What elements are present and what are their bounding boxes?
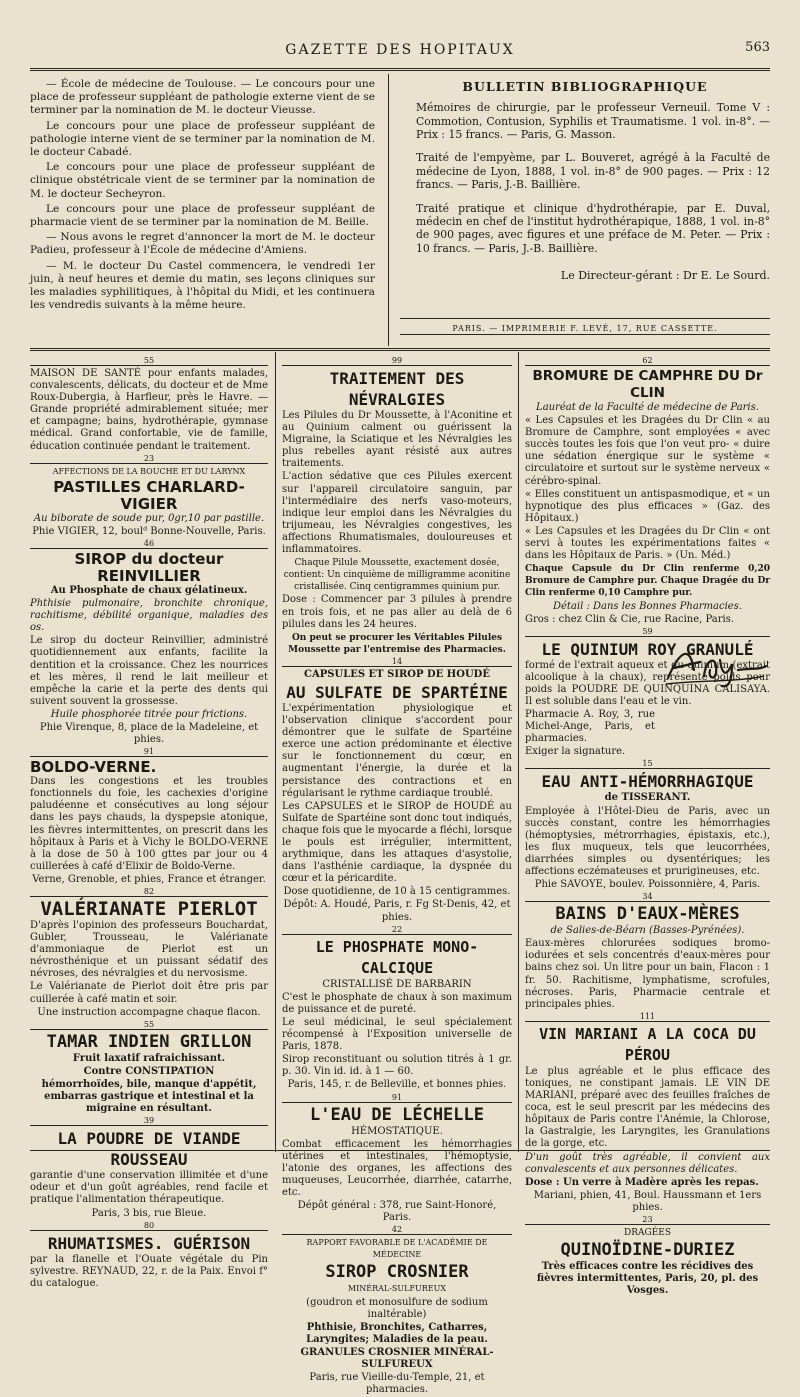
ad-text: Une instruction accompagne chaque flacon. (37, 1006, 261, 1018)
ad-number: 42 (282, 1225, 512, 1235)
ad-number: 39 (30, 1116, 268, 1126)
ad-text: Gros : chez Clin & Cie, rue Racine, Paris. (525, 613, 735, 625)
ad-text: Phie VIGIER, 12, boulᵈ Bonne-Nouvelle, Paris. (32, 525, 266, 537)
ad-title: SIROP du docteur REINVILLIER (74, 549, 224, 585)
bulletin-heading: BULLETIN BIBLIOGRAPHIQUE (462, 79, 708, 94)
ad-text: Chaque Pilule Moussette, exactement dosée, contient: Un cinquième de milligramme aconitine cristallisée. Cinq centigrammes quinium pur. (283, 558, 511, 593)
ad-text: « Les Capsules et les Dragées du Dr Clin « au Bromure de Camphre, sont employées « avec succès toutes les fois que l'on veut pro- « duire une sédation énergique sur le système « circulatoire et surtout sur le système nerveux « cérébro-spinal. (525, 415, 770, 487)
ad-text: « Les Capsules et les Dragées du Dr Clin « ont servi à toutes les expérimentations faites « dans les Hôpitaux de Paris. » (Un. Méd.) (525, 525, 770, 562)
imprint-line: PARIS. — IMPRIMERIE F. LEVÉ, 17, RUE CASSETTE. (452, 324, 718, 333)
ad-number: 62 (525, 356, 770, 366)
ad-text: Les Pilules du Dr Moussette, à l'Aconitine et au Quinium calment ou guérissent la Migraine, la Sciatique et les Névralgies les plus rebelles ayant résisté aux autres traitements. (282, 410, 512, 470)
ad-title: LE PHOSPHATE MONO-CALCIQUE (315, 937, 479, 977)
ad-number: 82 (30, 887, 268, 897)
ads-divider-2 (518, 352, 519, 1152)
ad-text: Détail : Dans les Bonnes Pharmacies. (552, 600, 743, 612)
ad-text: Contre CONSTIPATION (83, 1065, 215, 1077)
ad-title: LE QUINIUM ROY GRANULÉ (541, 639, 754, 659)
ad-text: Fruit laxatif rafraichissant. (72, 1052, 226, 1064)
ad-title: PASTILLES CHARLARD-VIGIER (53, 477, 245, 513)
ads-column-2 (282, 356, 512, 1397)
ad-text: Le Valérianate de Pierlot doit être pris par cuillerée à café matin et soir. (30, 981, 268, 1005)
column-divider (388, 74, 389, 346)
ad-text: Eaux-mères chlorurées sodiques bromo-iodurées et sels concentrés d'eaux-mères pour bains chez soi. Un litre pour un bain, Flacon : 1 fr. 50. Rachitisme, lymphatisme, scrofules, nécroses. Paris, Pharmacie centrale et principales phies. (525, 938, 770, 1010)
ad-kicker: AFFECTIONS DE LA BOUCHE ET DU LARYNX (52, 466, 246, 476)
ad-text: C'est le phosphate de chaux à son maximum de puissance et de pureté. (282, 991, 512, 1015)
ad-text: Dose quotidienne, de 10 à 15 centigrammes. (283, 886, 511, 898)
news-paragraph: — Nous avons le regret d'annoncer la mort de M. le docteur Padieu, professeur à l'École de médecine d'Amiens. (30, 231, 375, 257)
bulletin-item: Mémoires de chirurgie, par le professeur Verneuil. Tome V : Commotion, Contusion, Syphilis et Traumatisme. 1 vol. in-8°. — Prix : 15 francs. — Paris, G. Masson. (416, 101, 770, 142)
ad-text: Phie Virenque, 8, place de la Madeleine, et phies. (39, 721, 259, 746)
page-number: 563 (745, 40, 770, 55)
ad-number: 59 (525, 627, 770, 637)
ad-number: 91 (282, 1093, 512, 1103)
ad-text: Le sirop du docteur Reinvillier, administré quotidiennement aux enfants, facilite la dentition et la croissance. Chez les nourrices et les mères, il rend le lait meilleur et empêche la carie et la perte des dents qui suivent souvent la grossesse. (30, 635, 268, 707)
ad-text: Très efficaces contre les récidives des fièvres intermittentes, Paris, 20, pl. des Vosges. (536, 1261, 759, 1297)
ad-subtitle: MINÉRAL-SULFUREUX (347, 1284, 447, 1294)
ad-text: Paris, 145, r. de Belleville, et bonnes phies. (287, 1079, 507, 1091)
ad-number: 14 (282, 657, 512, 667)
ad-text: GRANULES CROSNIER MINÉRAL-SULFUREUX (300, 1346, 494, 1370)
ad-text: Employée à l'Hôtel-Dieu de Paris, avec un succès constant, contre les hémorrhagies (hémoptysies, métrorrhagies, épistaxis, etc.), les flux muqueux, tels que leucorrhées, diarrhées simples ou dysentériques; les affections eczémateuses et prurigineuses, etc. (525, 805, 770, 877)
ad-title: RHUMATISMES. GUÉRISON (47, 1233, 251, 1253)
ad-text: garantie d'une conservation illimitée et d'une odeur et d'un goût agréables, rend facile et pratique l'alimentation thérapeutique. (30, 1170, 268, 1206)
ad-number: 55 (30, 356, 268, 366)
ad-number: 111 (525, 1012, 770, 1022)
ad-text: Phthisie pulmonaire, bronchite chronique, rachitisme, débilité organique, maladies des os. (30, 598, 268, 634)
news-column (30, 78, 375, 314)
ad-number: 22 (282, 925, 512, 935)
ad-number: 23 (525, 1215, 770, 1225)
ad-text: Lauréat de la Faculté de médecine de Paris. (536, 402, 759, 413)
imprint-rule-top (400, 318, 770, 319)
ad-text: par la flanelle et l'Ouate végétale du Pin sylvestre. REYNAUD, 22, r. de la Paix. Envoi f° du catalogue. (30, 1253, 268, 1289)
page-header (30, 38, 770, 78)
ad-kicker: DRAGÉES (624, 1227, 671, 1238)
ad-text: D'un goût très agréable, il convient aux convalescents et aux personnes délicates. (525, 1151, 770, 1175)
ad-text: Verne, Grenoble, et phies, France et étranger. (32, 873, 266, 885)
ad-text: de Salies-de-Béarn (Basses-Pyrénées). (550, 925, 745, 937)
ad-number: 55 (30, 1020, 268, 1030)
journal-title: GAZETTE DES HOPITAUX (285, 42, 515, 58)
ad-text: Phie SAVOYE, boulev. Poissonnière, 4, Paris. (534, 879, 761, 891)
gerant-line: Le Directeur-gérant : Dr E. Le Sourd. (560, 269, 770, 283)
ad-number: 80 (30, 1221, 268, 1231)
bulletin-item: Traité de l'empyème, par L. Bouveret, agrégé à la Faculté de médecine de Lyon, 1888, 1 vol. in-8° de 900 pages. — Prix : 12 francs. — Paris, J.-B. Baillière. (416, 151, 770, 192)
ad-text: « Elles constituent un antispasmodique, et « un hypnotique des plus efficaces » (Gaz. des Hôpitaux.) (525, 488, 770, 524)
imprint-rule-bottom (400, 334, 770, 335)
ad-number: 91 (30, 747, 268, 757)
news-paragraph: Le concours pour une place de professeur suppléant de pathologie interne vient de se terminer par la nomination de M. le docteur Cabadé. (30, 119, 375, 159)
ad-title: LA POUDRE DE VIANDE ROUSSEAU (57, 1129, 241, 1170)
ad-title: EAU ANTI-HÉMORRHAGIQUE (541, 772, 754, 792)
ad-title: TRAITEMENT DES NÉVRALGIES (329, 369, 465, 409)
ad-text: de TISSERANT. (604, 792, 691, 804)
ad-text: Huile phosphorée titrée pour frictions. (50, 708, 248, 720)
ad-kicker: RAPPORT FAVORABLE DE L'ACADÉMIE DE MÉDECINE (306, 1238, 488, 1260)
ad-text: Mariani, phien, 41, Boul. Haussmann et 1ers phies. (533, 1189, 762, 1213)
ad-text: Le seul médicinal, le seul spécialement récompensé à l'Exposition universelle de Paris, 1878. (282, 1016, 512, 1053)
ad-text: Au Phosphate de chaux gélatineux. (50, 584, 248, 596)
ad-text: Combat efficacement les hémorrhagies utérines et intestinales, l'hémoptysie, l'atonie des organes, les affections des muqueuses, Leucorrhée, diarrhée, catarrhe, etc. (282, 1138, 512, 1198)
news-paragraph: Le concours pour une place de professeur suppléant de pharmacie vient de se terminer par la nomination de M. Beille. (30, 202, 375, 229)
ad-title: BOLDO-VERNE. (30, 758, 157, 777)
ad-title: VIN MARIANI A LA COCA DU PÉROU (539, 1024, 756, 1064)
ad-text: On peut se procurer les Véritables Pilules Moussette par l'entremise des Pharmacies. (288, 632, 506, 655)
news-paragraph: — École de médecine de Toulouse. — Le concours pour une place de professeur suppléant de pathologie externe vient de se terminer par la nomination de M. le docteur Vieusse. (30, 78, 375, 117)
ad-text: Dans les congestions et les troubles fonctionnels du foie, les cachexies d'origine paludéenne et consécutives au long séjour dans les pays chauds, la dyspepsie atonique, les fièvres intermittentes, on prescrit dans les hôpitaux à Paris et à Vichy le BOLDO-VERNE à la dose de 50 à 100 gttes par jour ou 4 cuillerées à café d'Elixir de Boldo-Verne. (30, 776, 268, 872)
ad-text: hémorrhoïdes, bile, manque d'appétit, embarras gastrique et intestinal et la migraine en résultant. (41, 1078, 257, 1115)
ad-text: D'après l'opinion des professeurs Bouchardat, Gubler, Trousseau, le Valérianate d'ammoniaque de Pierlot est un névrosthénique et un puissant sédatif des névroses, des névralgies et du nervosisme. (30, 920, 268, 980)
ad-title: BROMURE DE CAMPHRE DU Dr CLIN (532, 368, 763, 401)
bottom-rule (30, 1150, 770, 1151)
ads-column-3 (525, 356, 770, 1298)
ad-number: 99 (282, 356, 512, 366)
ad-text: Dépôt: A. Houdé, Paris, r. Fg St-Denis, 42, et phies. (283, 899, 511, 923)
ad-text: L'expérimentation physiologique et l'observation clinique s'accordent pour démontrer que le sulfate de Spartéine exerce une action prédominante et élective sur le fonctionnement du cœur, en augmentant l'énergie, la durée et la persistance des contractions et en régularisant le rythme cardiaque troublé. (282, 702, 512, 799)
ad-title: L'EAU DE LÉCHELLE (310, 1104, 484, 1125)
ad-text: formé de l'extrait aqueux et du quinium (extrait alcoolique à la chaux), représente poids pour poids la POUDRE DE QUINQUINA CALISAYA. Il est soluble dans l'eau et le vin. (525, 659, 770, 707)
ad-text: L'action sédative que ces Pilules exercent sur l'appareil circulatoire sanguin, par l'intermédiaire des nerfs vaso-moteurs, indique leur emploi dans les Névralgies du trijumeau, les Névralgies congestives, les affections Rhumatismales, douloureuses et inflammatoires. (282, 471, 512, 556)
ads-rule (30, 348, 770, 351)
ad-number: 46 (30, 539, 268, 549)
ad-number: 15 (525, 759, 770, 769)
ad-text: CRISTALLISÉ DE BARBARIN (322, 978, 472, 990)
ad-text: (goudron et monosulfure de sodium inaltérable) (306, 1296, 488, 1320)
ad-text: Phthisie, Bronchites, Catharres, Laryngites; Maladies de la peau. (306, 1321, 488, 1345)
ad-title: QUINOÏDINE-DURIEZ (560, 1240, 735, 1261)
ad-text: Chaque Capsule du Dr Clin renferme 0,20 Bromure de Camphre pur. Chaque Dragée du Dr Clin renferme 0,10 Camphre pur. (525, 564, 770, 599)
ads-divider-1 (275, 352, 276, 1152)
ad-title: AU SULFATE DE SPARTÉINE (286, 682, 508, 702)
ad-text: Dose : Un verre à Madère après les repas. (525, 1176, 759, 1188)
ad-text: Sirop reconstituant ou solution titrés à 1 gr. p. 30. Vin id. id. à 1 — 60. (282, 1054, 512, 1078)
ad-text: MAISON DE SANTÉ pour enfants malades, convalescents, délicats, du docteur et de Mme Roux-Dubergia, à Harfleur, près le Havre. — Grande propriété admirablement située; mer et campagne; bains, hydrothérapie, gymnase médical. Grand confortable, vie de famille, éducation continuée pendant le traitement. (30, 368, 268, 452)
roy-signature-image (660, 640, 770, 690)
bulletin-item: Traité pratique et clinique d'hydrothérapie, par E. Duval, médecin en chef de l'institut hydrothérapique, 1888, 1 vol. in-8° de 900 pages, avec figures et une préface de M. Peter. — Prix : 10 francs. — Paris, J.-B. Baillière. (416, 201, 770, 255)
ad-text: Les CAPSULES et le SIROP de HOUDÉ au Sulfate de Spartéine sont donc tout indiqués, chaque fois que le myocarde a fléchi, lorsque le pouls est irrégulier, intermittent, arythmique, dans les attaques d'asystolie, dans l'asthénie cardiaque, la dyspnée du cœur et la péricardite. (282, 800, 512, 885)
ad-text: Au biborate de soude pur, 0gr,10 par pastille. (33, 512, 265, 524)
ad-title: SIROP CROSNIER (325, 1262, 469, 1283)
ad-title: TAMAR INDIEN GRILLON (46, 1031, 252, 1052)
ad-text: Le plus agréable et le plus efficace des toniques, ne constipant jamais. LE VIN DE MARIANI, préparé avec des feuilles fraîches de coca, est le seul prescrit par les médecins des hôpitaux de Paris contre l'Anémie, la Chlorose, la Gastralgie, les Laryngites, les Granulations de la gorge, etc. (525, 1065, 770, 1150)
ad-title: BAINS D'EAUX-MÈRES (555, 904, 740, 925)
ad-kicker: CAPSULES ET SIROP DE HOUDÉ (304, 668, 490, 680)
news-paragraph: — M. le docteur Du Castel commencera, le vendredi 1er juin, à neuf heures et demie du matin, ses leçons cliniques sur les maladies syphilitiques, à l'hôpital du Midi, et les continuera les vendredis suivants à la même heure. (30, 259, 375, 312)
ad-text: Paris, 3 bis, rue Bleue. (91, 1207, 207, 1219)
ad-text: Dose : Commencer par 3 pilules à prendre en trois fois, et ne pas aller au delà de 6 pilules dans les 24 heures. (282, 594, 512, 630)
ad-text: Paris, rue Vieille-du-Temple, 21, et pharmacies. (309, 1372, 485, 1396)
news-paragraph: Le concours pour une place de professeur suppléant de clinique obstétricale vient de se terminer par la nomination de M. le docteur Secheyron. (30, 161, 375, 200)
ad-text: HÉMOSTATIQUE. (351, 1125, 443, 1137)
ad-text: Exiger la signature. (525, 746, 626, 758)
header-rule (30, 68, 770, 71)
ad-text: Pharmacie A. Roy, 3, rue Michel-Ange, Paris, et pharmacies. (525, 709, 655, 745)
ad-text: Dépôt général : 378, rue Saint-Honoré, Paris. (297, 1200, 497, 1224)
ad-title: VALÉRIANATE PIERLOT (40, 898, 258, 920)
ad-number: 23 (30, 454, 268, 464)
ad-number: 34 (525, 892, 770, 902)
bulletin-bibliographique (400, 80, 770, 282)
